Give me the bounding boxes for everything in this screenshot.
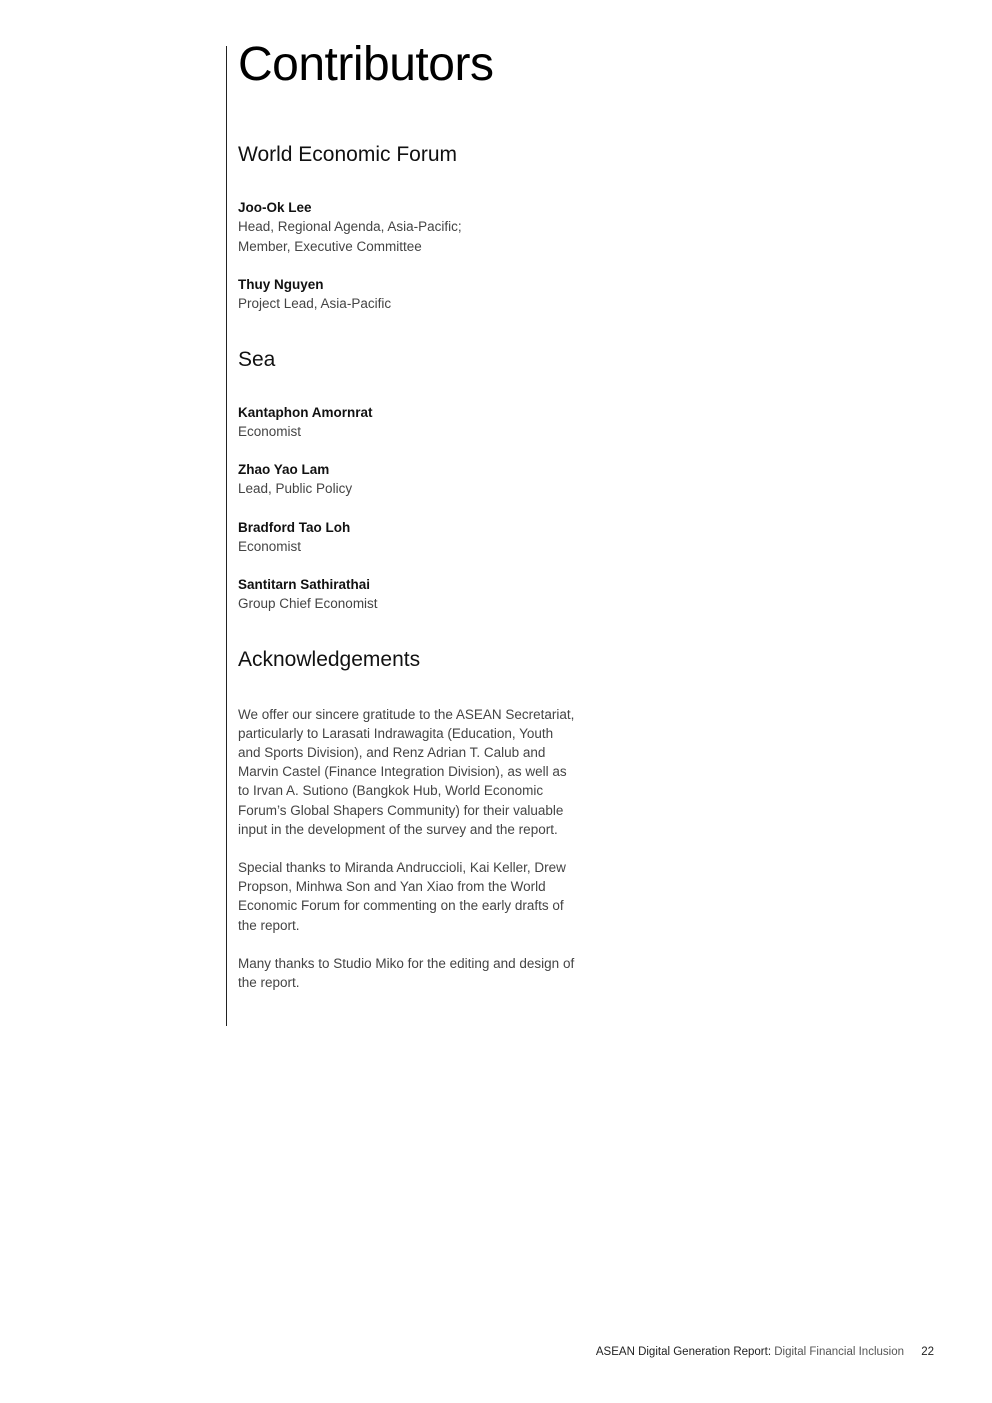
contributor-role: Group Chief Economist <box>238 596 378 611</box>
acknowledgement-paragraph: Many thanks to Studio Miko for the editing and design of the report. <box>238 955 575 990</box>
contributors-content <box>238 36 578 992</box>
report-subtitle: Digital Financial Inclusion <box>774 1346 904 1358</box>
section-sea <box>238 347 578 614</box>
section-heading: Acknowledgements <box>238 647 421 671</box>
contributor-name: Thuy Nguyen <box>238 277 324 292</box>
contributor-role: Economist <box>238 538 302 554</box>
contributor-name: Joo-Ok Lee <box>238 200 312 215</box>
page-title: Contributors <box>238 38 494 91</box>
contributor <box>238 275 578 314</box>
contributor-role: Head, Regional Agenda, Asia-Pacific; <box>238 219 462 234</box>
section-world-economic-forum <box>238 142 578 314</box>
vertical-rule <box>226 46 227 1026</box>
contributor-name: Bradford Tao Loh <box>238 519 351 535</box>
contributor <box>238 403 578 442</box>
contributor-name: Zhao Yao Lam <box>238 462 330 477</box>
contributor <box>238 575 578 614</box>
section-heading: World Economic Forum <box>238 143 458 166</box>
contributor <box>238 518 578 557</box>
report-title: ASEAN Digital Generation Report: <box>595 1346 772 1358</box>
contributor <box>238 198 578 256</box>
contributor-role: Project Lead, Asia-Pacific <box>238 296 392 311</box>
contributor-role: Economist <box>238 423 302 439</box>
acknowledgement-paragraph: We offer our sincere gratitude to the ASEAN Secretariat, particularly to Larasati Indrawagita (Education, Youth and Sports Division), and Renz Adrian T. Calub and Marvin Castel (Finance Integration Division), as well as to Irvan A. Sutiono (Bangkok Hub, World Economic Forum’s Global Shapers Community) for their valuable input in the development of the survey and the report. <box>238 706 575 837</box>
contributor-name: Santitarn Sathirathai <box>238 577 371 592</box>
section-heading: Sea <box>238 347 276 371</box>
contributor-role: Lead, Public Policy <box>238 481 353 496</box>
contributor-role: Member, Executive Committee <box>238 238 422 254</box>
contributor <box>238 460 578 499</box>
acknowledgement-paragraph: Special thanks to Miranda Andruccioli, Kai Keller, Drew Propson, Minhwa Son and Yan Xiao from the World Economic Forum for commenting on the early drafts of the report. <box>238 859 566 933</box>
page-footer <box>596 1346 934 1358</box>
contributor-name: Kantaphon Amornrat <box>238 404 373 420</box>
page-number: 22 <box>921 1346 934 1358</box>
section-acknowledgements <box>238 647 578 993</box>
